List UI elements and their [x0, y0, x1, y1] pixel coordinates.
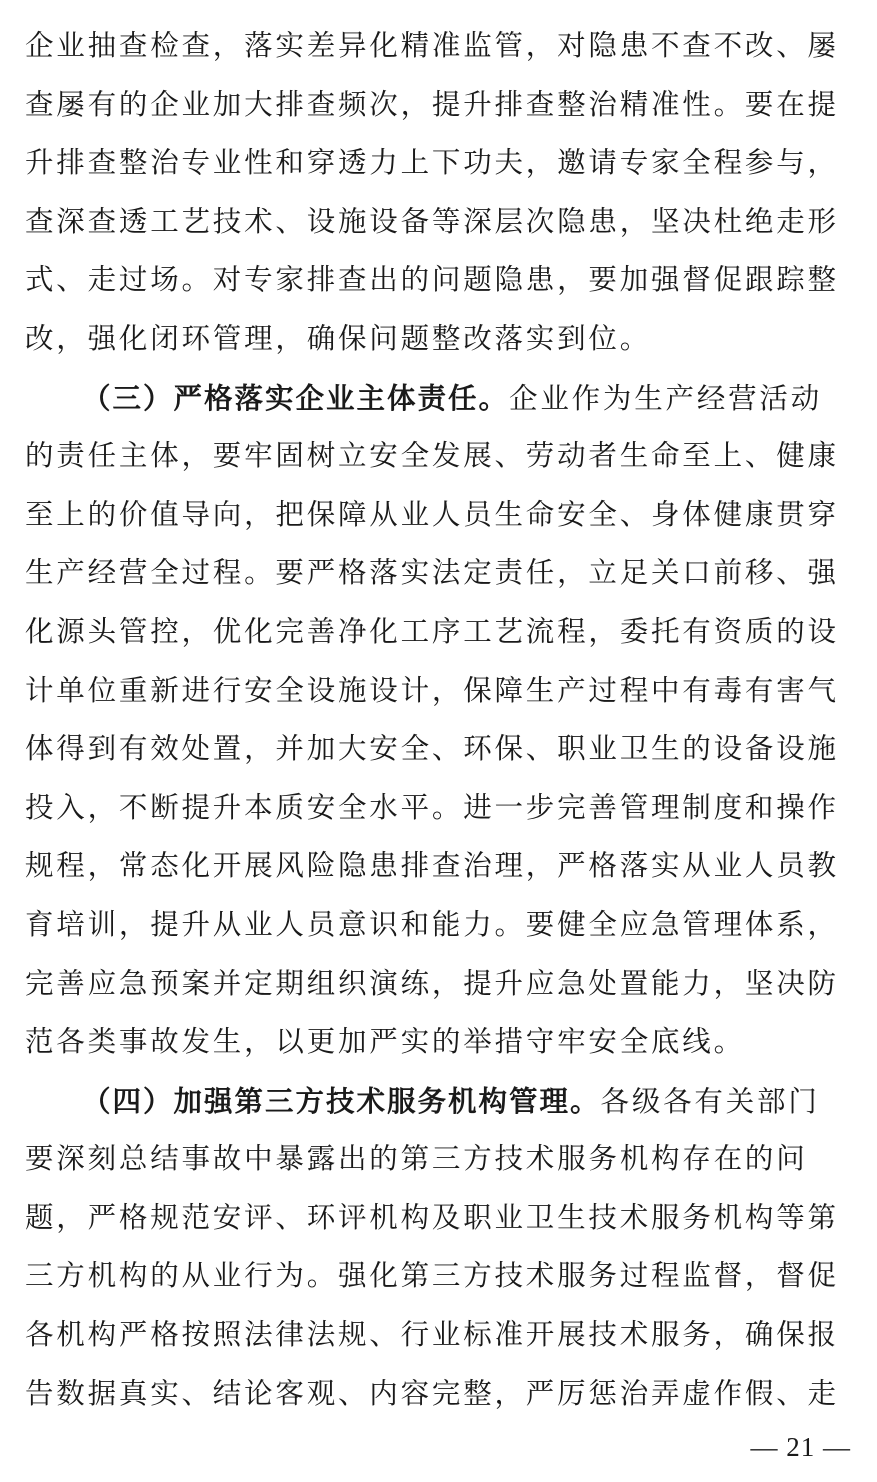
section-3-line: 计单位重新进行安全设施设计，保障生产过程中有毒有害气	[25, 673, 839, 707]
section-4-line: 要深刻总结事故中暴露出的第三方技术服务机构存在的问	[25, 1142, 808, 1176]
body-line-4: 查深查透工艺技术、设施设备等深层次隐患，坚决杜绝走形	[25, 204, 839, 238]
section-4-line: 题，严格规范安评、环评机构及职业卫生技术服务机构等第	[25, 1200, 839, 1234]
section-4-line: 三方机构的从业行为。强化第三方技术服务过程监督，督促	[25, 1259, 839, 1293]
section-3-first-line-rest: 企业作为生产经营活动	[509, 381, 823, 415]
section-3-first-line	[25, 369, 855, 428]
section-4-heading: （四）加强第三方技术服务机构管理。	[82, 1083, 601, 1118]
section-3-line: 完善应急预案并定期组织演练，提升应急处置能力，坚决防	[25, 966, 839, 1000]
section-3-heading: （三）严格落实企业主体责任。	[82, 380, 510, 415]
body-line-3: 升排查整治专业性和穿透力上下功夫，邀请专家全程参与，	[25, 146, 839, 180]
section-3-line: 的责任主体，要牢固树立安全发展、劳动者生命至上、健康	[25, 439, 839, 473]
section-3-line: 育培训，提升从业人员意识和能力。要健全应急管理体系，	[25, 907, 839, 941]
body-line-6: 改，强化闭环管理，确保问题整改落实到位。	[25, 321, 652, 355]
section-3-line: 规程，常态化开展风险隐患排查治理，严格落实从业人员教	[25, 849, 839, 883]
section-3-line: 化源头管控，优化完善净化工序工艺流程，委托有资质的设	[25, 614, 839, 648]
body-line-1: 企业抽查检查，落实差异化精准监管，对隐患不查不改、屡	[25, 29, 839, 62]
section-3-line: 至上的价值导向，把保障从业人员生命安全、身体健康贯穿	[25, 497, 839, 531]
section-3-line: 生产经营全过程。要严格落实法定责任，立足关口前移、强	[25, 556, 839, 590]
page-number: — 21 —	[750, 1432, 851, 1462]
section-3-line: 投入，不断提升本质安全水平。进一步完善管理制度和操作	[25, 790, 839, 824]
section-3-line: 体得到有效处置，并加大安全、环保、职业卫生的设备设施	[25, 732, 839, 766]
body-line-5: 式、走过场。对专家排查出的问题隐患，要加强督促跟踪整	[25, 263, 839, 297]
section-4-line: 告数据真实、结论客观、内容完整，严厉惩治弄虚作假、走	[25, 1376, 839, 1410]
section-4-first-line	[25, 1072, 855, 1131]
section-4-line: 各机构严格按照法律法规、行业标准开展技术服务，确保报	[25, 1318, 839, 1352]
section-3-line: 范各类事故发生，以更加严实的举措守牢安全底线。	[25, 1025, 745, 1059]
document-page	[25, 0, 855, 1423]
section-4-first-line-rest: 各级各有关部门	[600, 1084, 820, 1118]
body-line-2: 查屡有的企业加大排查频次，提升排查整治精准性。要在提	[25, 87, 839, 121]
